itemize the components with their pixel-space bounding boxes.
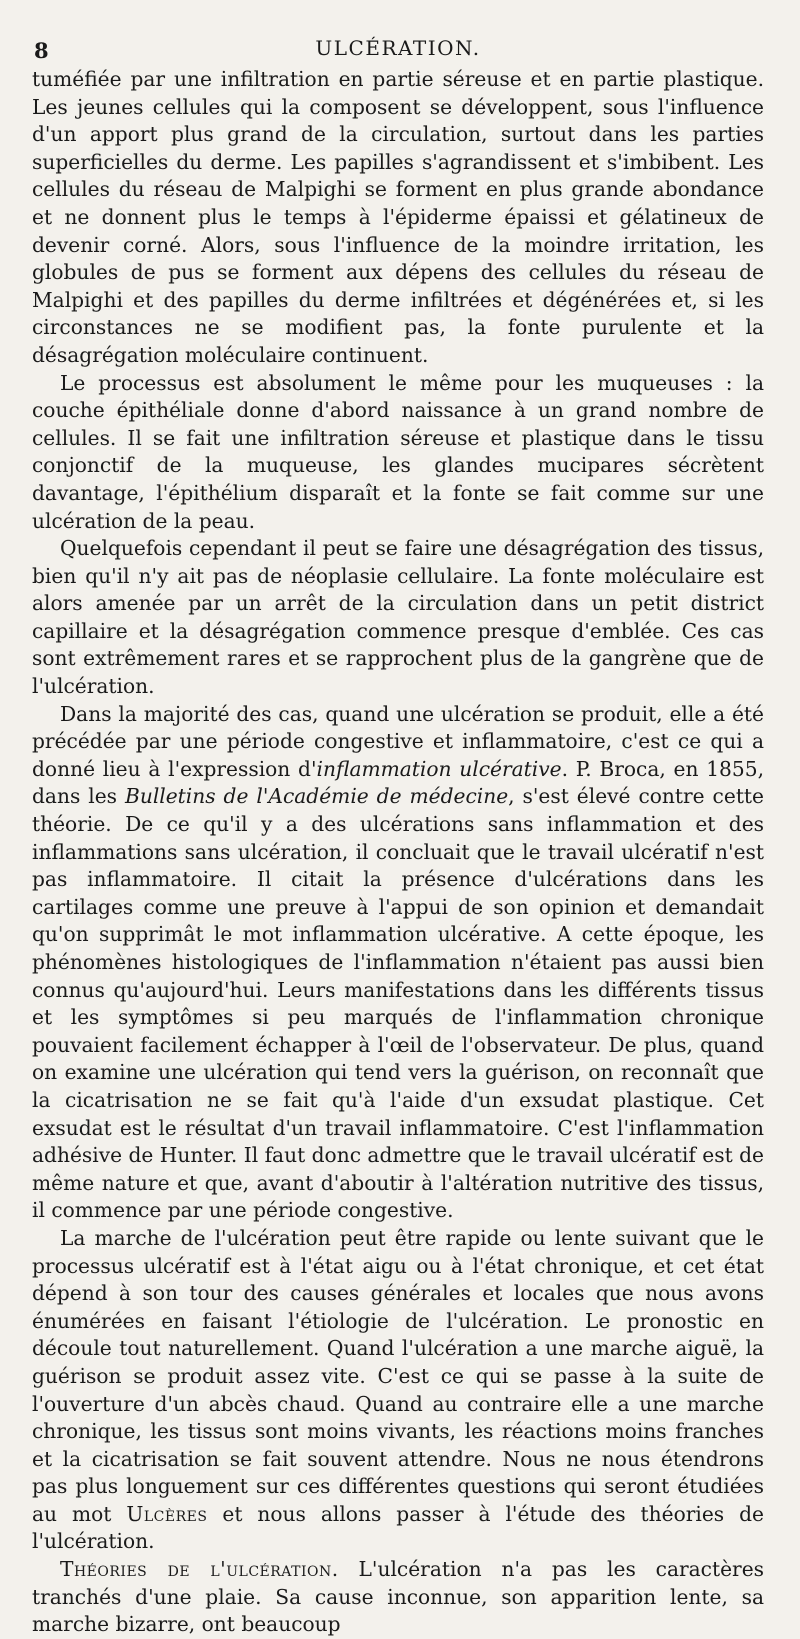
paragraph-1 [32,66,764,370]
cross-reference: Ulcères [126,1501,208,1526]
paragraph-3 [32,535,764,701]
running-head [32,28,764,66]
paragraph-6 [32,1556,764,1639]
paragraph-text: La marche de l'ulcération peut être rapide ou lente suivant que le processus ulcératif est à l'état aigu ou à l'état chronique, et cet état dépend à son tour des causes générales et locales que nous avons énumérées en faisant l'étiologie de l'ulcération. Le pronostic en découle tout naturellement. Quand l'ulcération a une marche aiguë, la guérison se produit assez vite. C'est ce qui se passe à la suite de l'ouverture d'un abcès chaud. Quand au contraire elle a une marche chronique, les tissus sont moins vivants, les réactions moins franches et la cicatrisation se fait souvent attendre. Nous ne nous étendrons pas plus longuement sur ces différentes questions qui seront étudiées au mot [32,1225,764,1526]
body-text [32,66,764,1639]
paragraph-text: tuméfiée par une infiltration en partie séreuse et en partie plastique. Les jeunes cellules qui la composent se développent, sous l'influence d'un apport plus grand de la circulation, surtout dans les parties superficielles du derme. Les papilles s'agrandissent et s'imbibent. Les cellules du réseau de Malpighi se forment en plus grande abondance et ne donnent plus le temps à l'épiderme épaissi et gélatineux de devenir corné. Alors, sous l'influence de la moindre irritation, les globules de pus se forment aux dépens des cellules du réseau de Malpighi et des papilles du derme infiltrées et dégénérées et, si les circonstances ne se modifient pas, la fonte purulente et la désagrégation moléculaire continuent. [32,67,764,367]
paragraph-text: . P. Broca, en 1855, dans les [32,756,764,809]
paragraph-text: Dans la majorité des cas, quand une ulcération se produit, elle a été précédée par une période congestive et inflammatoire, c'est ce qui a donné lieu à l'expression d' [32,701,764,781]
page-number: 8 [34,38,49,63]
italic-term: inflammation ulcérative [316,756,562,781]
italic-citation: Bulletins de l'Académie de médecine [124,784,509,809]
paragraph-5 [32,1225,764,1556]
section-heading: Théories de l'ulcération. [60,1557,339,1582]
paragraph-text: Quelquefois cependant il peut se faire une désagrégation des tissus, bien qu'il n'y ait pas de néoplasie cellulaire. La fonte moléculaire est alors amenée par un arrêt de la circulation dans un petit district capillaire et la désagrégation commence presque d'emblée. Ces cas sont extrêmement rares et se rapprochent plus de la gangrène que de l'ulcération. [32,536,764,699]
paragraph-text: et nous allons passer à l'étude des théories de l'ulcération. [32,1501,764,1554]
paragraph-4 [32,701,764,1225]
paragraph-text: Le processus est absolument le même pour les muqueuses : la couche épithéliale donne d'abord naissance à un grand nombre de cellules. Il se fait une infiltration séreuse et plastique dans le tissu conjonctif de la muqueuse, les glandes mucipares sécrètent davantage, l'épithélium disparaît et la fonte se fait comme sur une ulcération de la peau. [32,370,764,533]
paragraph-2 [32,370,764,536]
paragraph-text: , s'est élevé contre cette théorie. De ce qu'il y a des ulcérations sans inflammation et des inflammations sans ulcération, il concluait que le travail ulcératif n'est pas inflammatoire. Il citait la présence d'ulcérations dans les cartilages comme une preuve à l'appui de son opinion et demandait qu'on supprimât le mot inflammation ulcérative. A cette époque, les phénomènes histologiques de l'inflammation n'étaient pas aussi bien connus qu'aujourd'hui. Leurs manifestations dans les différents tissus et les symptômes si peu marqués de l'inflammation chronique pouvaient facilement échapper à l'œil de l'observateur. De plus, quand on examine une ulcération qui tend vers la guérison, on reconnaît que la cicatrisation ne se fait qu'à l'aide d'un exsudat plastique. Cet exsudat est le résultat d'un travail inflammatoire. C'est l'inflammation adhésive de Hunter. Il faut donc admettre que le travail ulcératif est de même nature et que, avant d'aboutir à l'altération nutritive des tissus, il commence par une période congestive. [32,784,764,1223]
running-title: ULCÉRATION. [315,36,481,60]
paragraph-text: L'ulcération n'a pas les caractères tranchés d'une plaie. Sa cause inconnue, son apparition lente, sa marche bizarre, ont beaucoup [32,1557,764,1637]
